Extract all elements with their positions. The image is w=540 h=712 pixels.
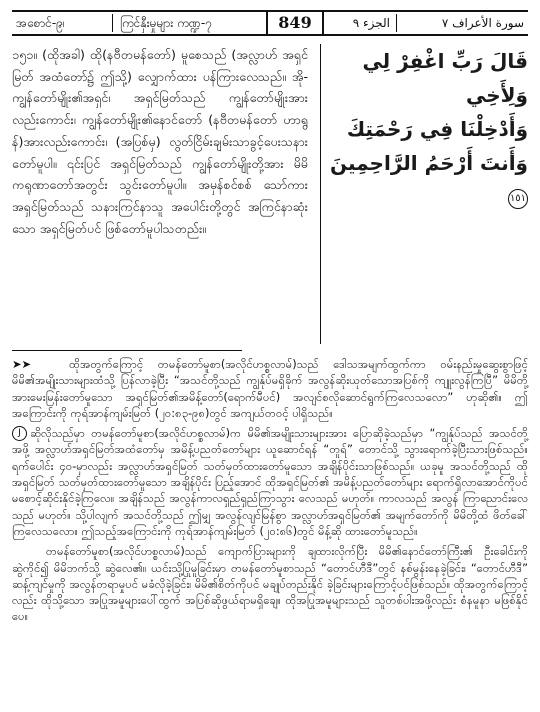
- column-divider: [320, 44, 321, 344]
- translation-paragraph: ၁၅၁။ (ထိုအခါ) ထို(နဗီတမန်တော်) မူစေသည် (အလ္လာဟ် အရှင်မြတ် အထံတော်၌ ဤသို့) လျှောက်ထား ပန်ကြားလေသည်။ အို-ကျွန်တော်မျိုး၏အရှင်၊ အရှင်မြတ်သည် ကျွန်တော်မျိုးအား လည်းကောင်း၊ ကျွန်တော်မျိုး၏နောင်တော် (နဗီတမန်တော် ဟာရွန်)အားလည်းကောင်း၊ (အပြစ်မှ) လွတ်ငြိမ်းချမ်းသာခွင့်ပေးသနားတော်မူပါ။ ၎င်းပြင် အရှင်မြတ်သည် ကျွန်တော်မျိုးတို့အား မိမိ ကရုဏာတော်အတွင်း သွင်းတော်မူပါ။ အမှန်စင်စစ် သော်ကား အရှင်မြတ်သည် သနားကြင်နာသူ အပေါင်းတို့တွင် အကြင်နာဆုံးသော အရှင်မြတ်ပင် ဖြစ်တော်မူပါသတည်း။: [12, 47, 308, 236]
- translation-column: [12, 44, 308, 239]
- header-divider: [396, 14, 397, 32]
- footnote: [12, 356, 528, 421]
- footnote-separator: [12, 350, 242, 351]
- section-label: ကြင်နှီးမှုများ ကဏ္ဍ-၇: [120, 16, 212, 30]
- arabic-line: [330, 146, 528, 214]
- arabic-line-text: وَأَنتَ أَرْحَمُ الرَّاحِمِينَ: [329, 151, 528, 175]
- footnote-text: ထိုအတွက်ကြောင့် တမန်တော်မူစာ(အလိုင်ဟစ္စလာမ်)သည် ဒေါသအမျက်ထွက်ကာ ဝမ်းနည်းမှုဆွေးစွာဖြင့် မိမိ၏အမျိုးသားများထံသို့ ပြန်လာခဲ့ပြီး “အသင်တို့သည် ကျွန်ုပ်မရှိခိုက် အလွန်ဆိုးယုတ်သောအပြစ်ကို ကျူးလွန်ကြပြီ” မိမိတို့အားမေးမြန်းတော်မူသော အရှင်မြတ်၏အမိန့်တော်(ရောက်မီပင်) အလျင်စလိုဆောင်ရွက်ကြလေသလော” ဟုဆို၏။ ဤအကြောင်းကို ကုရ်အာန်ကျမ်းမြတ် (၂၀:၈၃-၉၈)တွင် အကျယ်တဝင့် ပါရှိသည်။: [12, 357, 528, 420]
- footnote: [12, 425, 528, 539]
- header-divider: [112, 14, 113, 32]
- footnotes: [12, 356, 528, 629]
- juz-label: الجزء ٩: [352, 16, 390, 30]
- surah-label: سورة الأعراف ٧: [441, 16, 524, 30]
- verse-block: [12, 44, 528, 344]
- footnote-text: တမန်တော်မူစာ(အလိုင်ဟစ္စလာမ်)သည် ကျောက်ပြားများကို ချထားလိုက်ပြီး မိမိ၏နောင်တော်ကြီး၏ ဦးခေါင်းကို ဆွဲကိုင်၍ မိမိဘက်သို့ ဆွဲလေ၏။ ယင်းသို့ပြုမူခြင်းမှာ တမန်တော်မူစာသည် “တောင်ဟီဒီ”တွင် နစ်မွန်းနေခဲ့ခြင်း၊ “တောင်ဟီဒီ” ဆန့်ကျင်မှုကို အလွန်တရာမှုပင် မခံလိုခဲ့ခြင်း၊ မိမိ၏စိတ်ကိုပင် မချုပ်တည်းနိုင် ခဲ့ခြင်းများကြောင့်ပင်ဖြစ်သည်။ ထိုအတွက်ကြောင့်လည်း ထိုသို့သော အပြုအမူများပေါ်ထွက် အပြစ်ဆိုဖွယ်ရာမရှိချေ။ ထိုအပြုအမူများသည် သူတစ်ပါးအဖို့လည်း စံနမူနာ မဖြစ်နိုင်ပေ။: [12, 544, 528, 624]
- arabic-line: وَأَدْخِلْنَا فِي رَحْمَتِكَ: [346, 117, 528, 141]
- footnote: [12, 543, 528, 624]
- page-number: 849: [266, 10, 324, 36]
- page-header: [12, 10, 528, 36]
- footnote-arrow-marker: ➤➤: [12, 357, 32, 371]
- arabic-verse: [330, 44, 528, 214]
- volume-label: အစောင်-၉၊: [16, 16, 65, 30]
- footnote-text: ဆိုလိုသည်မှာ တမန်တော်မူစာ(အလိုင်ဟစ္စလာမ်)က မိမိ၏အမျိုးသားများအား ပြောဆိုခဲ့သည်မှာ “ကျွန်ုပ်သည် အသင်တို့အဖို့ အလ္လာဟ်အရှင်မြတ်အထံတော်မှ အမိန့်ပညတ်တော်များ ယူဆောင်ရန် “တူရ်” တောင်သို့ သွားရောက်ခဲ့ပြီးသားဖြစ်သည်။ ရက်ပေါင်း ၄၀-မှာလည်း အလ္လာဟ်အရှင်မြတ် သတ်မှတ်ထားတော်မူသော အချိန်ပိုင်းသာဖြစ်သည်။ ယခုမူ အသင်တို့သည် ထိုအရှင်မြတ် သတ်မှတ်ထားတော်မူသော အချိန်ပိုင်း ပြည့်အောင် ထိုအရှင်မြတ်၏ အမိန့်ပညတ်တော်များ ရောက်ရှိလာအောင်ကိုပင် မစောင့်ဆိုင်းနိုင်ခဲ့ကြလေ။ အချိန်သည် အလွန်ကာလရှည်ရှည်ကြာသွား လေသည် မဟုတ်။ ကာလသည် အလွန် ကြာညောင်းလေသည် မဟုတ်။ သို့ပါလျက် အသင်တို့သည် ဤမျှ အလွန်လျင်မြန်စွာ အလ္လာဟ်အရှင်မြတ်၏ အမျက်တော်ကို မိမိတို့ထံ ဖိတ်ခေါ်ကြလေသလော။ ဤသည့်အကြောင်းကို ကုရ်အာန်ကျမ်းမြတ် (၂၀:၈၆)တွင် မိန့်ဆို ထားတော်မူသည်။: [12, 426, 528, 538]
- ayah-number-marker: ١٥١: [508, 189, 528, 209]
- footnote-circle-marker: J: [12, 426, 27, 441]
- arabic-line: قَالَ رَبِّ اغْفِرْ لِي وَلِأَخِي: [362, 49, 528, 107]
